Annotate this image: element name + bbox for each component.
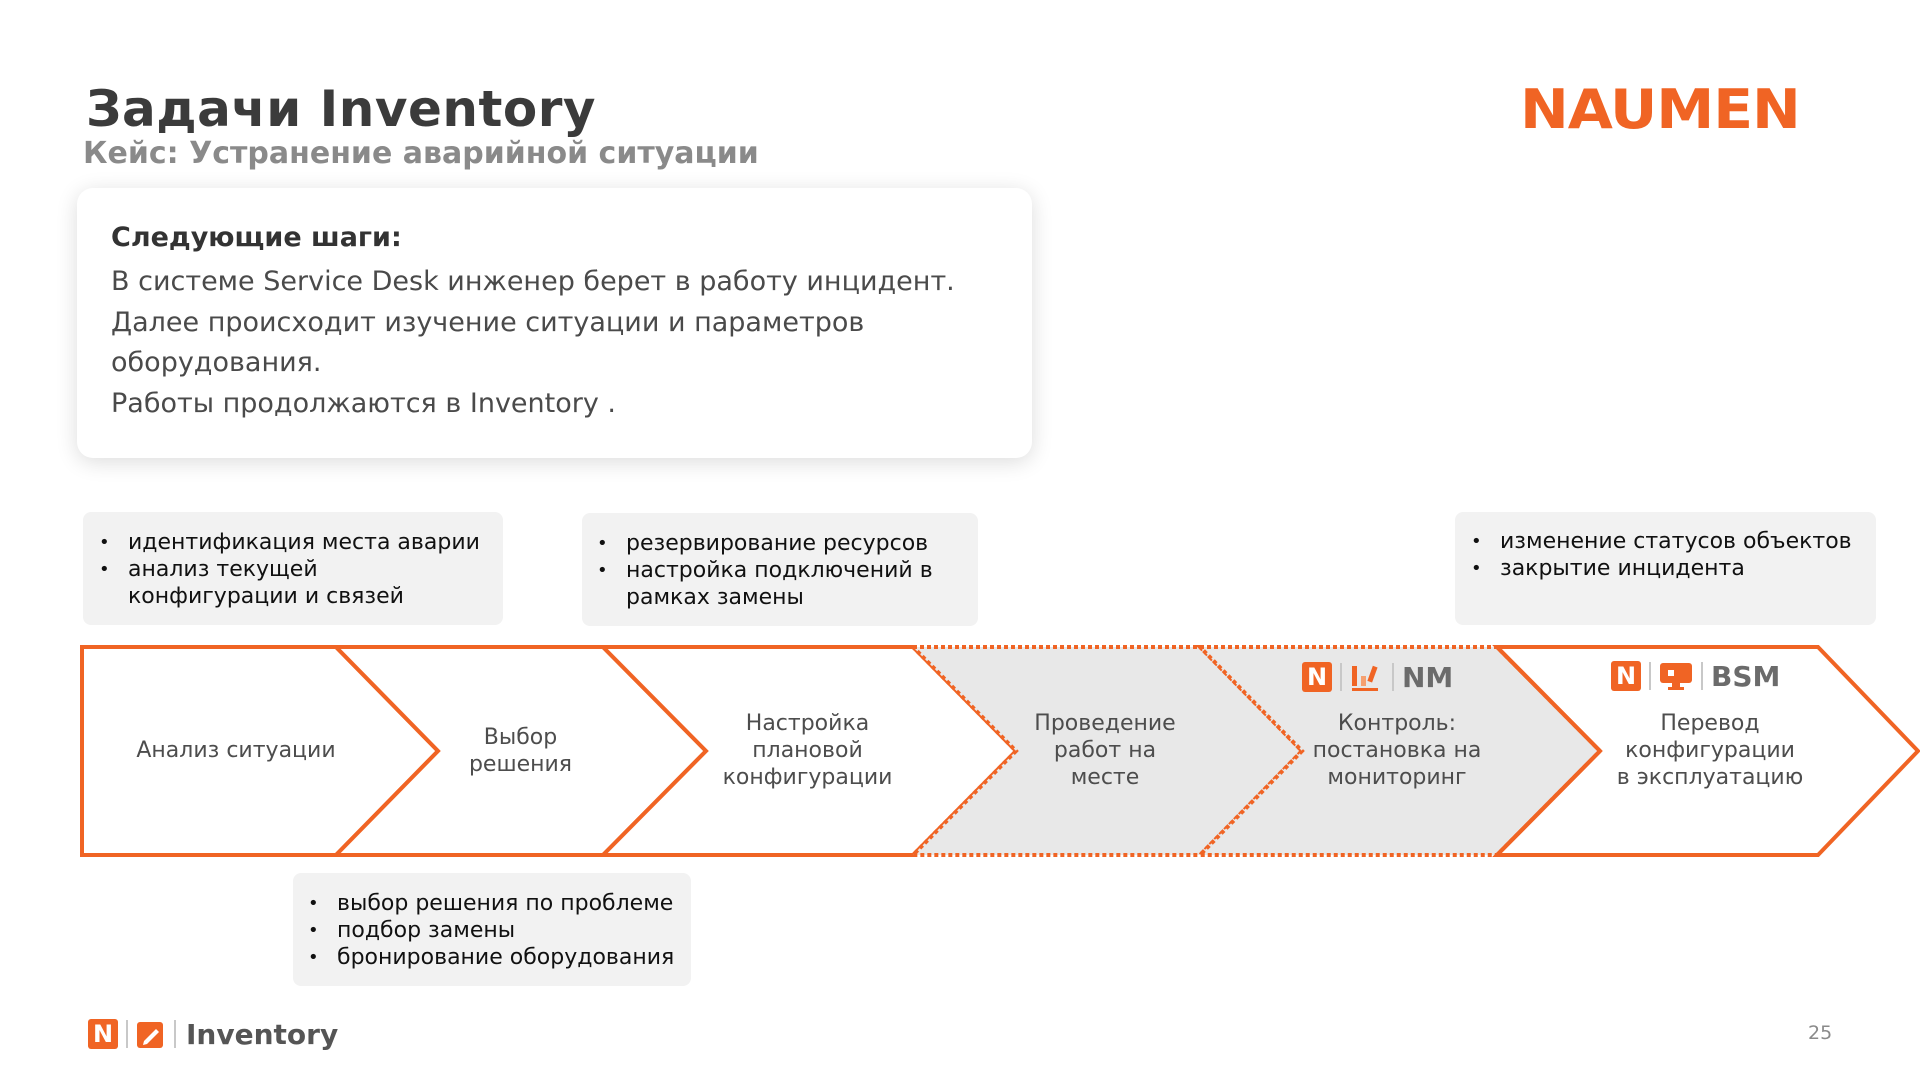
- card-line: Работы продолжаются в Inventory .: [111, 387, 616, 419]
- step-label: месте: [1070, 765, 1140, 790]
- note-item: • резервирование ресурсов: [597, 530, 933, 557]
- monitoring-icon: [1350, 662, 1384, 692]
- step-label: Анализ ситуации: [136, 738, 336, 763]
- card-line: оборудования.: [111, 347, 322, 378]
- step-label: мониторинг: [1327, 765, 1467, 790]
- note-item: • бронирование оборудования: [308, 944, 674, 971]
- step-label: решения: [468, 752, 573, 777]
- step-label: Настройка: [745, 711, 870, 736]
- note-item: • анализ текущей: [99, 556, 480, 583]
- footer-inventory-logo: [88, 1017, 338, 1051]
- step-onsite: [1020, 710, 1190, 791]
- separator: [1392, 663, 1394, 691]
- step-label: Проведение: [1034, 711, 1176, 736]
- card-line: Далее происходит изучение ситуации и параметров: [111, 306, 865, 338]
- page-subtitle: Кейс: Устранение аварийной ситуации: [83, 136, 759, 171]
- step-setup: [710, 710, 905, 791]
- separator: [1340, 663, 1342, 691]
- separator: [174, 1020, 176, 1048]
- step-label: плановой: [752, 738, 863, 763]
- step-monitoring: [1302, 710, 1492, 791]
- bsm-product-logo: [1611, 659, 1780, 693]
- step-label: постановка на: [1312, 738, 1482, 763]
- step-label: Перевод: [1660, 711, 1760, 736]
- step-label: конфигурации: [1625, 738, 1795, 763]
- page-title: Задачи Inventory: [86, 80, 596, 138]
- step-analysis: [120, 737, 352, 764]
- note-item: • выбор решения по проблеме: [308, 890, 674, 917]
- inventory-label: Inventory: [186, 1017, 339, 1051]
- inventory-icon: [136, 1019, 166, 1049]
- separator: [1649, 662, 1651, 690]
- card-heading: Следующие шаги:: [111, 222, 402, 253]
- separator: [1701, 662, 1703, 690]
- step-label: Выбор: [483, 725, 558, 750]
- step-label: в эксплуатацию: [1616, 765, 1804, 790]
- note-item: • подбор замены: [308, 917, 674, 944]
- bsm-label: BSM: [1711, 659, 1781, 693]
- note-item-continued: рамках замены: [626, 585, 804, 610]
- step-label: конфигурации: [722, 765, 893, 790]
- note-item: • идентификация места аварии: [99, 529, 480, 556]
- page-number: 25: [1808, 1022, 1833, 1044]
- note-item: • изменение статусов объектов: [1471, 528, 1852, 555]
- nm-label: NM: [1402, 660, 1454, 694]
- separator: [126, 1020, 128, 1048]
- nm-product-logo: [1302, 660, 1453, 694]
- naumen-badge-icon: N: [1611, 661, 1641, 691]
- step-label: работ на: [1053, 738, 1157, 763]
- naumen-logo: NAUMEN: [1520, 78, 1800, 141]
- card-line: В системе Service Desk инженер берет в работу инцидент.: [111, 266, 955, 297]
- naumen-badge-icon: N: [1302, 662, 1332, 692]
- naumen-badge-icon: N: [88, 1019, 118, 1049]
- monitor-icon: [1659, 661, 1693, 691]
- step-transfer: [1605, 710, 1815, 791]
- step-choice: [443, 724, 598, 778]
- note-item: • закрытие инцидента: [1471, 555, 1852, 582]
- step-label: Контроль:: [1337, 711, 1457, 736]
- note-item-continued: конфигурации и связей: [128, 584, 404, 609]
- note-item: • настройка подключений в: [597, 557, 933, 584]
